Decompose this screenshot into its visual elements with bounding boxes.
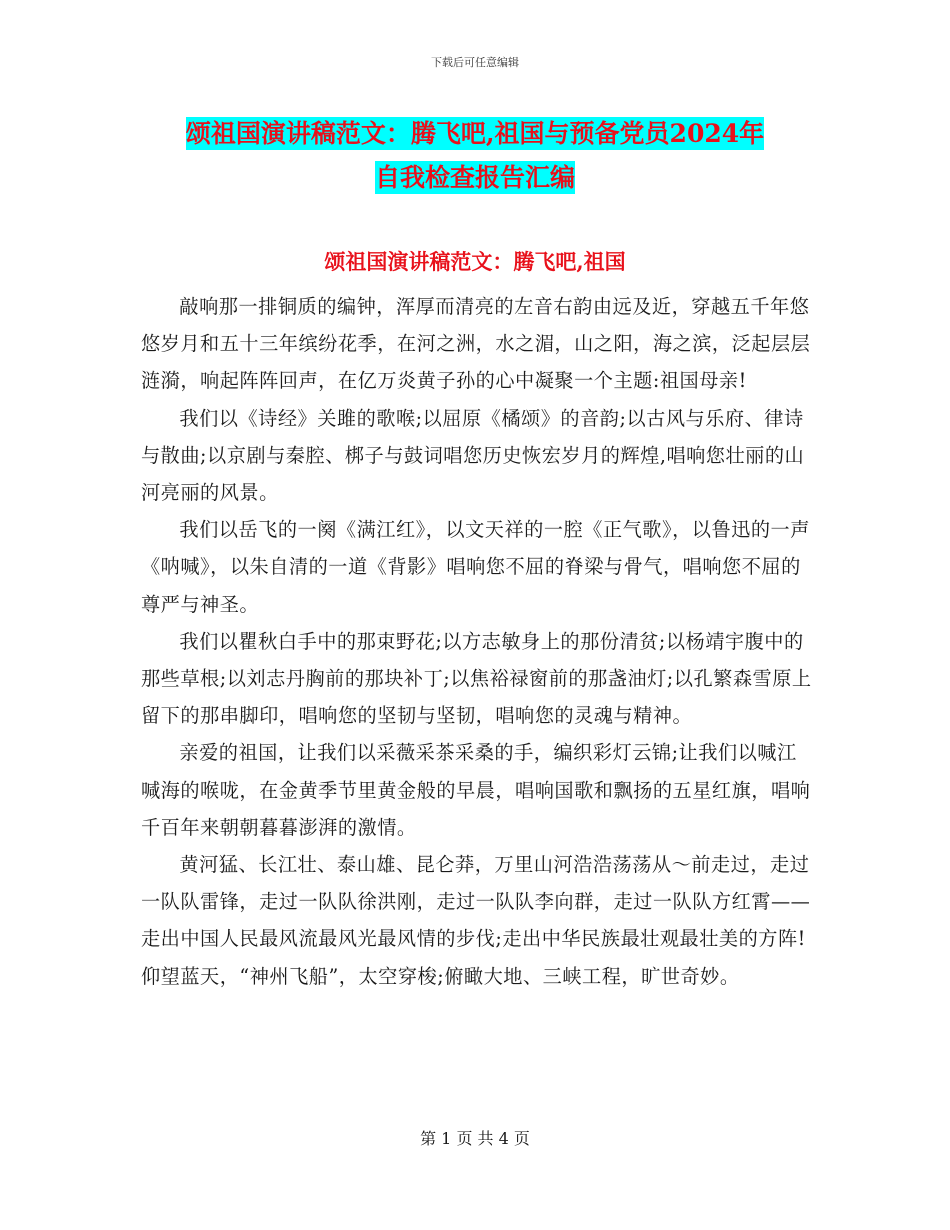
document-title-line-2: 自我检查报告汇编 [374, 163, 575, 192]
header-note: 下载后可任意编辑 [431, 56, 519, 69]
paragraph-3: 我们以岳飞的一阕《满江红》，以文天祥的一腔《正气歌》，以鲁迅的一声《呐喊》，以朱自清的一道《背影》唱响您不屈的脊梁与骨气，唱响您不屈的尊严与神圣。 [141, 518, 810, 616]
paragraph-5: 亲爱的祖国，让我们以采薇采茶采桑的手，编织彩灯云锦;让我们以喊江喊海的喉咙，在金黄季节里黄金般的早晨，唱响国歌和飘扬的五星红旗，唱响千百年来朝朝暮暮澎湃的激情。 [141, 741, 811, 839]
paragraph-6: 黄河猛、长江壮、泰山雄、昆仑莽，万里山河浩浩荡荡从～前走过，走过一队队雷锋，走过一队队徐洪刚，走过一队队李向群，走过一队队方红霄——走出中国人民最风流最风光最风情的步伐;走出中华民族最壮观最壮美的方阵!仰望蓝天，“神州飞船”，太空穿梭;俯瞰大地、三峡工程，旷世奇妙。 [141, 853, 811, 988]
paragraph-4: 我们以瞿秋白手中的那束野花;以方志敏身上的那份清贫;以杨靖宇腹中的那些草根;以刘志丹胸前的那块补丁;以焦裕禄窗前的那盏油灯;以孔繁森雪原上留下的那串脚印，唱响您的坚韧与坚韧，唱响您的灵魂与精神。 [141, 629, 812, 728]
page-footer: 第 1 页 共 4 页 [420, 1129, 530, 1148]
document-title [150, 112, 800, 200]
paragraph-2: 我们以《诗经》关雎的歌喉;以屈原《橘颂》的音韵;以古风与乐府、律诗与散曲;以京剧与秦腔、梆子与鼓词唱您历史恢宏岁月的辉煌,唱响您壮丽的山河亮丽的风景。 [141, 406, 805, 505]
body-text [141, 288, 816, 995]
paragraph-1: 敲响那一排铜质的编钟，浑厚而清亮的左音右韵由远及近，穿越五千年悠悠岁月和五十三年缤纷花季，在河之洲，水之湄，山之阳，海之滨，泛起层层涟漪，响起阵阵回声，在亿万炎黄子孙的心中凝聚一个主题:祖国母亲! [141, 295, 811, 393]
section-title: 颂祖国演讲稿范文：腾飞吧,祖国 [324, 249, 626, 274]
document-title-line-1: 颂祖国演讲稿范文：腾飞吧,祖国与预备党员2024年 [185, 119, 765, 148]
